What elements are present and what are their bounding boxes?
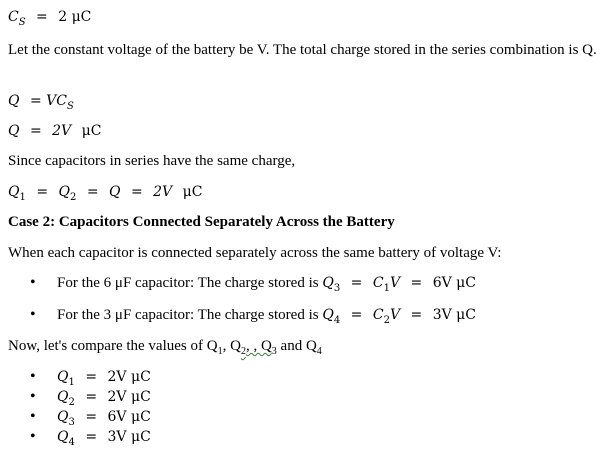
summary-item-q1: $Q_1 = 2V$ μC xyxy=(57,369,151,388)
paragraph-compare: Now, let's compare the values of $Q_1$, $Q_2$, , $Q_3$ and $Q_4$ xyxy=(8,338,322,357)
summary-item-q4: $Q_4 = 3V$ μC xyxy=(57,429,151,448)
equation-q1-q2: $Q_1 = Q_2 = Q = 2V$ μC xyxy=(8,184,203,203)
bullet-marker: • xyxy=(30,274,36,291)
equation-cs: $C_S = 2$ μC xyxy=(8,9,92,28)
summary-item-q3: $Q_3 = 6V$ μC xyxy=(57,409,151,428)
bullet-marker: • xyxy=(30,408,36,425)
equation-q-vcs: $Q = VC_S$ xyxy=(8,93,74,112)
list-item-3uf: For the 3 μF capacitor: The charge stored is $Q_4 = C_2V = 3V$ μC xyxy=(57,307,476,326)
bullet-marker: • xyxy=(30,388,36,405)
bullet-marker: • xyxy=(30,368,36,385)
paragraph-same-charge: Since capacitors in series have the same charge, xyxy=(8,153,296,169)
summary-item-q2: $Q_2 = 2V$ μC xyxy=(57,389,151,408)
list-item-6uf: For the 6 μF capacitor: The charge stored is $Q_3 = C_1V = 6V$ μC xyxy=(57,275,476,294)
bullet-marker: • xyxy=(30,428,36,445)
bullet-marker: • xyxy=(30,306,36,323)
equation-q-2v: Q = 2V μC xyxy=(8,123,102,139)
paragraph-case-2: When each capacitor is connected separately across the same battery of voltage V: xyxy=(8,245,502,261)
paragraph-battery: Let the constant voltage of the battery be V. The total charge stored in the series combination is Q. xyxy=(8,42,597,58)
heading-case-2: Case 2: Capacitors Connected Separately Across the Battery xyxy=(8,214,395,230)
